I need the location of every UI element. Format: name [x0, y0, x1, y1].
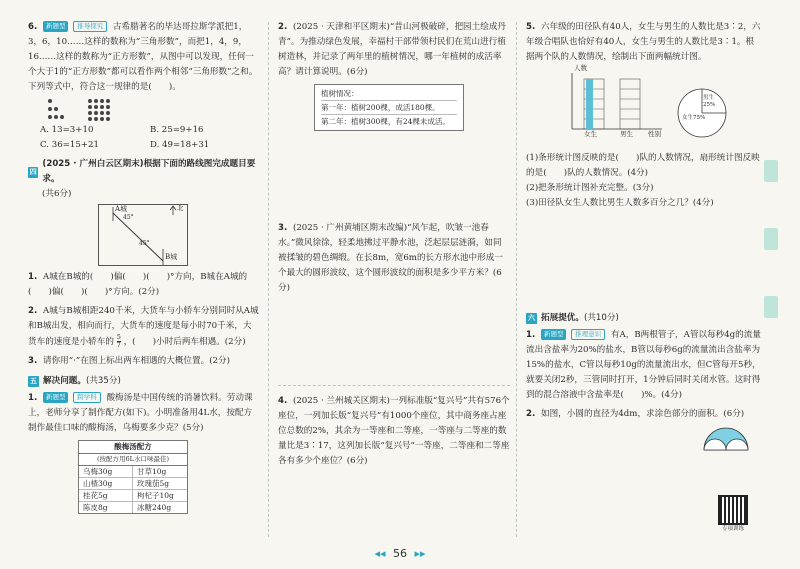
recipe-cell: 山楂30g [79, 478, 133, 489]
recipe-cell: 冰糖240g [137, 502, 172, 512]
planting-record [314, 84, 464, 131]
next-page-arrow-icon[interactable]: ▸▸ [414, 546, 426, 560]
square-dots [88, 99, 110, 121]
column-divider [516, 22, 517, 537]
bar-chart-xlabel: 性别 [648, 130, 661, 139]
bar-chart-category: 女生 [584, 130, 597, 139]
charts-area [566, 64, 762, 149]
section-4-score: (共6分) [42, 189, 72, 200]
semicircle-figure [702, 424, 762, 458]
skill-tag: 推导探究 [73, 21, 107, 32]
map-label-b: B城 [165, 253, 178, 262]
section-6-question-1 [526, 328, 762, 403]
planting-year-1: 第一年：植树200棵，成活180棵。 [321, 101, 457, 115]
answer-space[interactable] [278, 300, 510, 386]
question-number: 6. [28, 22, 38, 32]
section-badge: 六 [528, 314, 535, 323]
question-number: 2. [278, 22, 288, 32]
section-title: (2025 · 广州白云区期末)根据下面的路线图完成题目要求。 [42, 159, 256, 185]
question-number: 3. [28, 356, 38, 367]
map-angle-1: 45° [123, 214, 134, 222]
map-label-a: A城 [115, 205, 128, 214]
question-text: 六年级的田径队有40人，女生与男生的人数比是3∶2，六年级合唱队也恰好有40人，女生与男生的人数比是3∶1。根据两个队的人数情况，绘制出下面两幅统计图。 [526, 22, 761, 63]
page-footer [0, 544, 800, 563]
recipe-table [78, 440, 188, 514]
skill-tag: 跨学科 [73, 392, 101, 403]
planting-title: 植树情况： [321, 87, 457, 101]
bar-chart-category: 男生 [620, 130, 633, 139]
new-type-tag: 新题型 [43, 392, 69, 403]
question-number: 1. [28, 392, 38, 403]
table-row [79, 490, 187, 502]
subquestion-3: (3)田径队女生人数比男生人数多百分之几？(4分) [526, 198, 714, 209]
recipe-cell: 甘草10g [137, 466, 167, 476]
column-middle [278, 20, 510, 539]
question-number: 3. [278, 223, 288, 234]
answer-space[interactable] [526, 215, 762, 307]
question-6 [28, 20, 260, 95]
question-text: A城在B城的( )偏( )( )°方向，B城在A城的( )偏( )( )°方向。(2分) [28, 272, 248, 298]
side-tab[interactable] [764, 228, 778, 250]
map-angle-2: 45° [139, 240, 150, 248]
section-6-header [526, 311, 762, 326]
section-4-header [28, 157, 260, 187]
recipe-cell: 桂花5g [79, 490, 133, 501]
question-number: 2. [28, 306, 38, 317]
triangle-dots [48, 99, 64, 121]
section-4-question-2 [28, 304, 260, 350]
prev-page-arrow-icon[interactable]: ◂◂ [374, 546, 386, 560]
question-4 [278, 394, 510, 469]
section-score: (共10分) [583, 313, 619, 324]
pie-chart [676, 87, 728, 139]
qr-code-icon [718, 495, 748, 525]
planting-year-2: 第二年：植树300棵，有24棵未成活。 [321, 117, 450, 127]
column-divider [268, 22, 269, 537]
question-3 [278, 221, 510, 296]
column-right [526, 20, 762, 539]
route-map [98, 204, 188, 266]
north-label: 北 [177, 204, 184, 213]
option-a[interactable]: A. 13=3+10 [40, 125, 94, 136]
question-text-continued: ，( )小时后两车相遇。(2分) [123, 337, 246, 348]
answer-space[interactable] [278, 135, 510, 221]
question-text: 古希腊著名的毕达哥拉斯学派把1，3，6，10……这样的数称为“三角形数”，而把1，4，9，16……这样的数称为“正方形数”，从图中可以发现，任何一个大于1的“正方形数”都可以看作两个相邻“三角形数”之和。下列等式中，符合这一规律的是( )。 [28, 22, 258, 93]
pie-slice-label: 女生75% [682, 115, 706, 122]
section-badge: 四 [29, 167, 37, 176]
skill-tag: 推理意识 [571, 329, 605, 340]
column-left [28, 20, 260, 539]
option-d[interactable]: D. 49=18+31 [150, 140, 210, 151]
pie-slice-label: 男生 25% [703, 95, 716, 109]
page-number: 56 [393, 546, 407, 560]
option-c[interactable]: C. 36=15+21 [40, 140, 99, 151]
question-number: 5. [526, 22, 536, 32]
recipe-cell: 陈皮8g [79, 502, 133, 513]
question-5 [526, 20, 762, 65]
table-row [79, 466, 187, 478]
dot-figures [48, 99, 260, 121]
section-title: 解决问题。 [43, 375, 86, 386]
fraction [117, 334, 121, 349]
table-row [79, 502, 187, 513]
bar-chart-ylabel: 人数 [574, 64, 587, 73]
table-row [79, 478, 187, 490]
options-list [28, 123, 260, 153]
recipe-subtitle: (按配方用6L水口味最佳) [79, 454, 187, 466]
qr-caption: 专项训练 [721, 526, 744, 533]
subquestion-1: (1)条形统计图反映的是( )队的人数情况，扇形统计图反映的是( )队的人数情况。(4分) [526, 153, 760, 179]
new-type-tag: 新题型 [43, 21, 69, 32]
question-number: 1. [28, 272, 38, 283]
section-score: (共35分) [85, 375, 121, 386]
side-tab[interactable] [764, 296, 778, 318]
recipe-cell: 乌梅30g [79, 466, 133, 477]
fraction-denominator: 7 [116, 341, 121, 350]
section-4-question-3 [28, 354, 260, 369]
recipe-title: 酸梅汤配方 [79, 441, 187, 454]
question-2 [278, 20, 510, 80]
side-tab[interactable] [764, 160, 778, 182]
subquestion-2: (2)把条形统计图补充完整。(3分) [526, 183, 654, 194]
section-badge: 五 [30, 376, 37, 385]
side-tab-strip [764, 160, 778, 364]
question-number: 4. [278, 396, 288, 407]
recipe-cell: 枸杞子10g [137, 490, 174, 500]
section-5-header [28, 374, 260, 389]
question-5-subquestions [526, 151, 762, 211]
section-title: 拓展提优。 [541, 313, 584, 324]
question-number: 1. [526, 330, 536, 341]
section-5-question-1 [28, 391, 260, 436]
section-4-question-1 [28, 270, 260, 300]
qr-code[interactable] [718, 495, 748, 535]
section-6-question-2 [526, 407, 762, 422]
question-text: 如图，小圆的直径为4dm，求涂色部分的面积。(6分) [540, 409, 745, 420]
option-b[interactable]: B. 25=9+16 [150, 125, 204, 136]
bar-fill [586, 79, 593, 129]
question-text: (2025 · 广州黄埔区期末改编)“风乍起，吹皱一池春水。”微风徐徐，轻柔地拂过平静水池，泛起层层涟漪，如同被揉皱的碧色绸缎。在长8m，宽6m的长方形水池中形成一个最大的圆形波纹，这个圆形波纹的面积是多少平方米？(6分) [278, 223, 503, 294]
question-text: (2025 · 兰州城关区期末)一列标准版“复兴号”共有576个座位，一列加长版“复兴号”有1000个座位，其中商务座占座位总数的2%，其余为一等座和二等座，一等座与二等座的数量比是3∶17，这列加长版“复兴号”一等座，二等座和二等座各有多少个座位？(6分) [278, 396, 510, 467]
question-text: A城与B城相距240千米，大货车与小轿车分别同时从A城和B城出发，相向而行，大货车的速度是每小时70千米，大货车的速度是小轿车的 [28, 306, 259, 348]
fraction-numerator: 5 [116, 333, 121, 342]
question-text: (2025 · 天津和平区期末)“昔山河极破碎，把园土绘成丹青”。为推动绿色发展，幸福村干部带领村民们在荒山进行植树造林，并记录了两年里的植树情况，哪一年植树的成活率高？请计算说明。(6分) [278, 22, 507, 78]
bar-chart [566, 64, 666, 149]
semicircle-drawing [702, 424, 750, 452]
question-text: 有A，B两根管子，A管以每秒4g的流量流出含盐率为20%的盐水，B管以每秒6g的流量流出含盐率为15%的盐水，C管以每秒10g的流量流出水，但C管每开5秒，就要关闭2秒，三管同时打开，1分钟后同时关闭水管。这时得到的混合溶液中含盐率是( )%。(4分) [526, 330, 761, 401]
question-text: 酸梅汤是中国传统的消暑饮料。劳动课上，老师分享了制作配方(如下)。小明准备用4L水，按配方制作最佳口味的酸梅汤，乌梅要多少克？(5分) [28, 392, 253, 433]
recipe-cell: 玫瑰茄5g [137, 478, 170, 488]
question-number: 2. [526, 409, 536, 420]
new-type-tag: 新题型 [541, 329, 567, 340]
question-text: 请你用“·”在图上标出两车相遇的大概位置。(2分) [42, 356, 230, 367]
